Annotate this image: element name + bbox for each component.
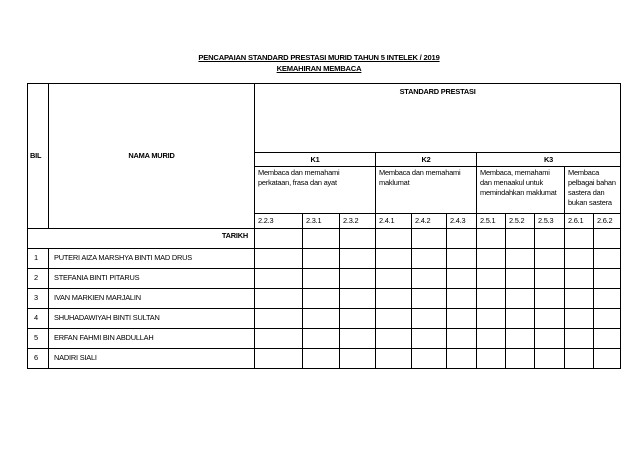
score-cell[interactable] bbox=[340, 289, 376, 309]
score-cell[interactable] bbox=[303, 269, 340, 289]
table-row bbox=[28, 349, 621, 369]
score-cell[interactable] bbox=[340, 249, 376, 269]
score-cell[interactable] bbox=[340, 269, 376, 289]
nama-murid-header: NAMA MURID bbox=[49, 84, 255, 229]
score-cell[interactable] bbox=[535, 349, 565, 369]
score-cell[interactable] bbox=[565, 309, 594, 329]
score-cell[interactable] bbox=[303, 289, 340, 309]
score-cell[interactable] bbox=[340, 329, 376, 349]
score-cell[interactable] bbox=[594, 309, 621, 329]
page-title: PENCAPAIAN STANDARD PRESTASI MURID TAHUN 5 INTELEK / 2019 bbox=[198, 53, 440, 62]
student-name: IVAN MARKIEN MARJALIN bbox=[49, 289, 255, 309]
code-cell: 2.5.2 bbox=[506, 214, 535, 229]
score-cell[interactable] bbox=[506, 349, 535, 369]
score-cell[interactable] bbox=[340, 349, 376, 369]
score-cell[interactable] bbox=[376, 349, 412, 369]
score-cell[interactable] bbox=[303, 329, 340, 349]
score-cell[interactable] bbox=[594, 329, 621, 349]
date-cell[interactable] bbox=[255, 229, 303, 249]
group-k2-description: Membaca dan memahami maklumat bbox=[376, 167, 477, 214]
score-cell[interactable] bbox=[255, 309, 303, 329]
code-cell: 2.4.2 bbox=[412, 214, 447, 229]
standard-prestasi-header: STANDARD PRESTASI bbox=[255, 84, 621, 153]
group-k1-label: K1 bbox=[255, 153, 376, 167]
student-name: PUTERI AIZA MARSHYA BINTI MAD DRUS bbox=[49, 249, 255, 269]
group-k1-description: Membaca dan memahami perkataan, frasa dan ayat bbox=[255, 167, 376, 214]
score-cell[interactable] bbox=[477, 329, 506, 349]
score-cell[interactable] bbox=[477, 249, 506, 269]
score-cell[interactable] bbox=[535, 309, 565, 329]
code-cell: 2.4.1 bbox=[376, 214, 412, 229]
score-cell[interactable] bbox=[255, 249, 303, 269]
score-cell[interactable] bbox=[447, 329, 477, 349]
table-row bbox=[28, 269, 621, 289]
student-number: 5 bbox=[28, 329, 49, 349]
score-cell[interactable] bbox=[565, 349, 594, 369]
score-cell[interactable] bbox=[376, 249, 412, 269]
score-cell[interactable] bbox=[340, 309, 376, 329]
score-cell[interactable] bbox=[594, 269, 621, 289]
code-cell: 2.3.2 bbox=[340, 214, 376, 229]
score-cell[interactable] bbox=[447, 249, 477, 269]
score-cell[interactable] bbox=[412, 309, 447, 329]
student-number: 2 bbox=[28, 269, 49, 289]
tarikh-label: TARIKH bbox=[28, 229, 255, 249]
score-cell[interactable] bbox=[376, 269, 412, 289]
score-cell[interactable] bbox=[477, 309, 506, 329]
score-cell[interactable] bbox=[506, 269, 535, 289]
score-cell[interactable] bbox=[303, 309, 340, 329]
student-number: 1 bbox=[28, 249, 49, 269]
score-cell[interactable] bbox=[565, 269, 594, 289]
titles bbox=[0, 52, 638, 74]
score-cell[interactable] bbox=[412, 249, 447, 269]
code-cell: 2.6.1 bbox=[565, 214, 594, 229]
score-cell[interactable] bbox=[376, 329, 412, 349]
score-cell[interactable] bbox=[506, 309, 535, 329]
date-cell[interactable] bbox=[303, 229, 340, 249]
score-cell[interactable] bbox=[412, 289, 447, 309]
score-cell[interactable] bbox=[303, 349, 340, 369]
date-cell[interactable] bbox=[477, 229, 506, 249]
student-name: STEFANIA BINTI PITARUS bbox=[49, 269, 255, 289]
table-row bbox=[28, 289, 621, 309]
code-cell: 2.5.3 bbox=[535, 214, 565, 229]
achievement-table bbox=[27, 83, 621, 369]
score-cell[interactable] bbox=[447, 269, 477, 289]
score-cell[interactable] bbox=[594, 349, 621, 369]
code-cell: 2.4.3 bbox=[447, 214, 477, 229]
date-cell[interactable] bbox=[447, 229, 477, 249]
score-cell[interactable] bbox=[535, 329, 565, 349]
student-name: ERFAN FAHMI BIN ABDULLAH bbox=[49, 329, 255, 349]
score-cell[interactable] bbox=[447, 289, 477, 309]
code-cell: 2.3.1 bbox=[303, 214, 340, 229]
score-cell[interactable] bbox=[594, 289, 621, 309]
score-cell[interactable] bbox=[565, 249, 594, 269]
score-cell[interactable] bbox=[303, 249, 340, 269]
date-cell[interactable] bbox=[594, 229, 621, 249]
score-cell[interactable] bbox=[255, 329, 303, 349]
student-number: 3 bbox=[28, 289, 49, 309]
score-cell[interactable] bbox=[477, 269, 506, 289]
table-row bbox=[28, 309, 621, 329]
date-cell[interactable] bbox=[506, 229, 535, 249]
score-cell[interactable] bbox=[376, 289, 412, 309]
table-row bbox=[28, 249, 621, 269]
score-cell[interactable] bbox=[506, 289, 535, 309]
score-cell[interactable] bbox=[535, 269, 565, 289]
student-name: NADIRI SIALI bbox=[49, 349, 255, 369]
score-cell[interactable] bbox=[255, 289, 303, 309]
score-cell[interactable] bbox=[412, 269, 447, 289]
score-cell[interactable] bbox=[594, 249, 621, 269]
score-cell[interactable] bbox=[412, 349, 447, 369]
score-cell[interactable] bbox=[565, 289, 594, 309]
group-k3-description: Membaca, memahami dan menaakul untuk memindahkan maklumat bbox=[477, 167, 565, 214]
score-cell[interactable] bbox=[535, 289, 565, 309]
group-k2-label: K2 bbox=[376, 153, 477, 167]
score-cell[interactable] bbox=[376, 309, 412, 329]
group-k3b-description: Membaca pelbagai bahan sastera dan bukan sastera bbox=[565, 167, 621, 214]
group-k3-label: K3 bbox=[477, 153, 621, 167]
score-cell[interactable] bbox=[506, 249, 535, 269]
score-cell[interactable] bbox=[412, 329, 447, 349]
date-cell[interactable] bbox=[340, 229, 376, 249]
student-name: SHUHADAWIYAH BINTI SULTAN bbox=[49, 309, 255, 329]
score-cell[interactable] bbox=[447, 349, 477, 369]
score-cell[interactable] bbox=[535, 249, 565, 269]
score-cell[interactable] bbox=[506, 329, 535, 349]
code-cell: 2.5.1 bbox=[477, 214, 506, 229]
date-cell[interactable] bbox=[535, 229, 565, 249]
page-subtitle: KEMAHIRAN MEMBACA bbox=[276, 64, 362, 73]
date-cell[interactable] bbox=[376, 229, 412, 249]
score-cell[interactable] bbox=[477, 289, 506, 309]
student-rows bbox=[28, 249, 621, 369]
bil-header: BIL bbox=[28, 84, 49, 229]
student-number: 4 bbox=[28, 309, 49, 329]
code-cell: 2.2.3 bbox=[255, 214, 303, 229]
score-cell[interactable] bbox=[255, 349, 303, 369]
score-cell[interactable] bbox=[255, 269, 303, 289]
date-cell[interactable] bbox=[412, 229, 447, 249]
student-number: 6 bbox=[28, 349, 49, 369]
score-cell[interactable] bbox=[447, 309, 477, 329]
code-cell: 2.6.2 bbox=[594, 214, 621, 229]
date-cell[interactable] bbox=[565, 229, 594, 249]
score-cell[interactable] bbox=[477, 349, 506, 369]
table-row bbox=[28, 329, 621, 349]
score-cell[interactable] bbox=[565, 329, 594, 349]
